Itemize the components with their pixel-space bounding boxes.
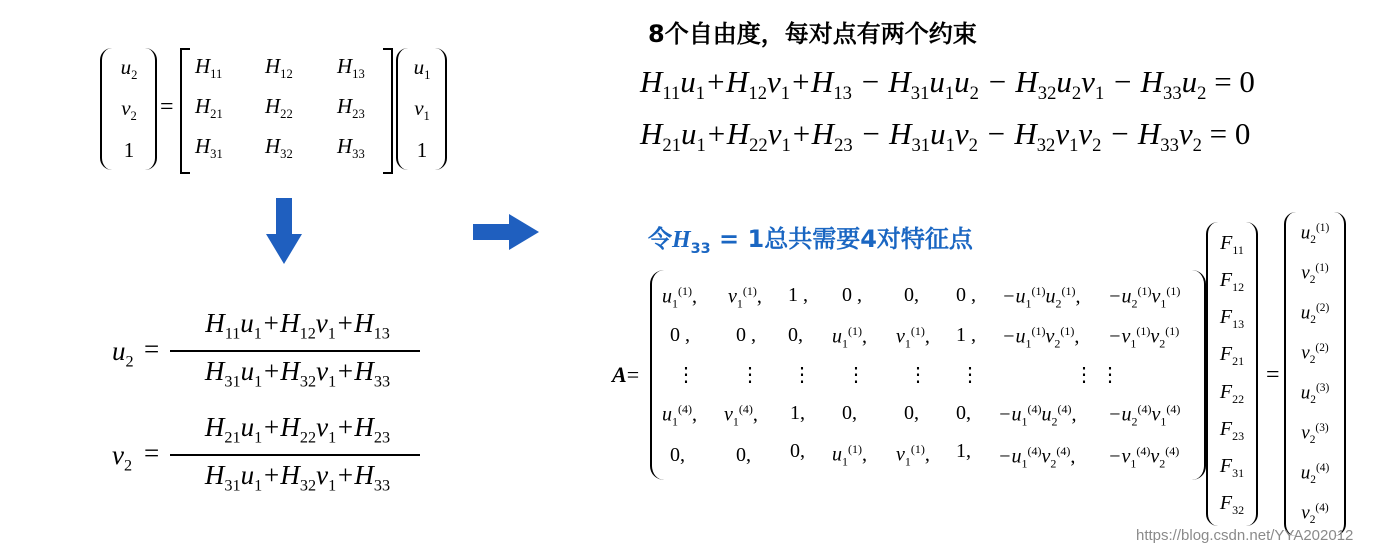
fraction-u2: $u_2$ = $H_{11}u_1+H_{12}v_1+H_{13}$ $H_{31}u_1+H_{32}v_1+H_{33}$ xyxy=(112,308,422,398)
F-entry: $F_{13}$ xyxy=(1219,306,1245,332)
homography-equation: $u_2$ $v_2$ 1 = $H_{11}$ $H_{12}$ $H_{13}$ $H_{21}$ $H_{22}$ $H_{23}$ $H_{31}$ $H_{32}$ $H_{33}$ $u_1$ $v_1$ 1 xyxy=(100,48,450,174)
constraint-equation-1: $H_{11}u_1+H_{12}v_1+H_{13} - H_{31}u_1u_2 - H_{32}u_2v_1 - H_{33}u_2 = 0$ xyxy=(640,64,1255,105)
F-entry: $F_{23}$ xyxy=(1219,417,1245,443)
watermark: https://blog.csdn.net/YYA202012 xyxy=(1136,527,1354,544)
F-entry: $F_{21}$ xyxy=(1219,343,1245,369)
matrix-label: A= xyxy=(612,362,640,387)
uv-vector xyxy=(1284,212,1344,542)
F-entry: $F_{32}$ xyxy=(1219,492,1245,518)
arrow-down-icon xyxy=(266,198,302,266)
F-vector xyxy=(1206,222,1256,528)
F-entry: $F_{11}$ xyxy=(1220,231,1244,257)
solve-label: 令$H_{33} = 1$总共需要4对特征点 xyxy=(648,225,973,257)
uv-entry: $v_2^{(4)}$ xyxy=(1301,501,1329,527)
right-title: 8个自由度，每对点有两个约束 xyxy=(648,20,977,48)
A-matrix: $u_1^{(1)}$, $v_1^{(1)}$, 1 , 0 , 0, 0 , $-u_1^{(1)}u_2^{(1)}$, $-u_2^{(1)}v_1^{(1)}$ 0 , 0 , 0, $u_1^{(1)}$, $v_1^{(1)}$, 1 , $-u_1^{(1)}v_2^{(1)}$, $-v_1^{(1)}v_2^{(1)}$ ⋮ ⋮ ⋮ ⋮ ⋮ ⋮ ⋮ ⋮ $u_1^{(4)}$, $v_1^{(4)}$, 1, 0, 0, 0, $-u_1^{(4)}u_2^{(4)}$, $-u_2^{(4)}v_1^{(4)}$ 0, 0, 0, $u_1^{(1)}$, $v_1^{(1)}$, 1, $-u_1^{(4)}v_2^{(4)}$, $-v_1^{(4)}v_2^{(4)}$ xyxy=(650,270,1205,482)
F-entry: $F_{31}$ xyxy=(1219,455,1245,481)
uv-entry: $v_2^{(2)}$ xyxy=(1301,341,1329,367)
equals-sign: = xyxy=(1266,362,1280,388)
uv-entry: $u_2^{(3)}$ xyxy=(1300,381,1330,407)
H-matrix xyxy=(180,48,190,174)
fraction-v2: $v_2$ = $H_{21}u_1+H_{22}v_1+H_{23}$ $H_{31}u_1+H_{32}v_1+H_{33}$ xyxy=(112,412,422,502)
F-entry: $F_{22}$ xyxy=(1219,380,1245,406)
F-entry: $F_{12}$ xyxy=(1219,268,1245,294)
uv-entry: $v_2^{(3)}$ xyxy=(1301,421,1329,447)
constraint-equation-2: $H_{21}u_1+H_{22}v_1+H_{23} - H_{31}u_1v_2 - H_{32}v_1v_2 - H_{33}v_2 = 0$ xyxy=(640,116,1251,157)
uv-entry: $u_2^{(4)}$ xyxy=(1300,461,1330,487)
uv-entry: $u_2^{(2)}$ xyxy=(1300,301,1330,327)
uv-entry: $v_2^{(1)}$ xyxy=(1301,261,1329,287)
arrow-right-icon xyxy=(473,214,541,250)
uv-entry: $u_2^{(1)}$ xyxy=(1300,221,1330,247)
